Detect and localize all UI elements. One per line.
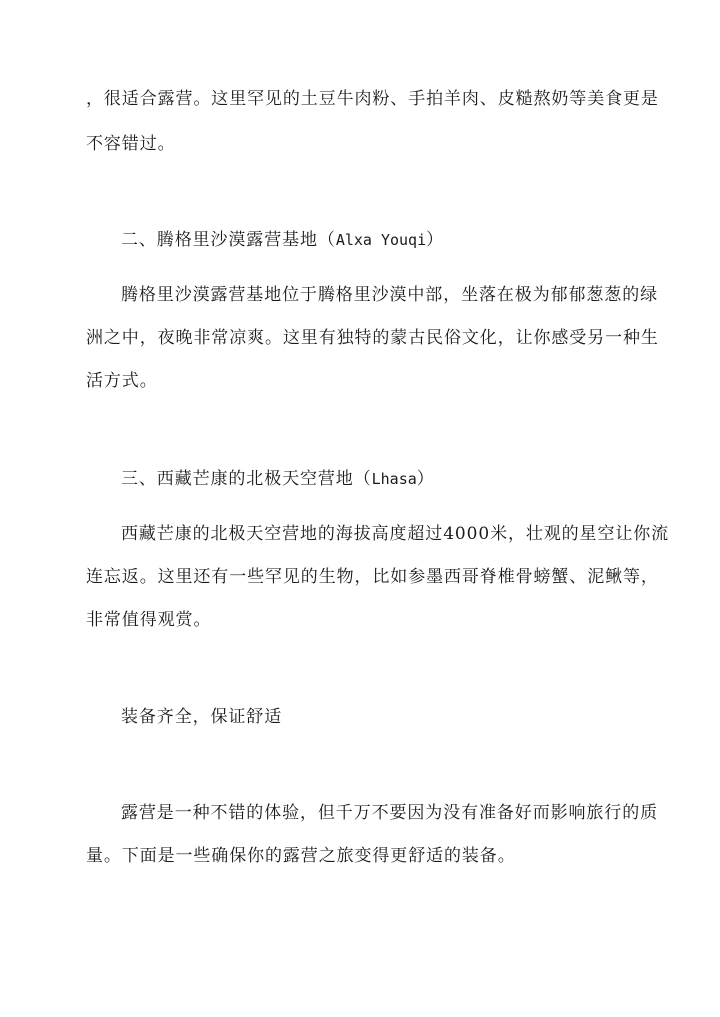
heading-text: 三、西藏芒康的北极天空营地（ bbox=[121, 469, 372, 489]
paragraph-line: 洲之中，夜晚非常凉爽。这里有独特的蒙古民俗文化，让你感受另一种生 bbox=[86, 328, 659, 348]
section-heading-mangkang bbox=[121, 468, 435, 490]
paragraph-line: 不容错过。 bbox=[86, 134, 176, 154]
heading-close: ） bbox=[416, 469, 435, 489]
heading-close: ） bbox=[426, 230, 445, 250]
paragraph-line: 活方式。 bbox=[86, 371, 158, 391]
section-heading-equipment: 装备齐全，保证舒适 bbox=[121, 707, 283, 727]
heading-english-name: Alxa Youqi bbox=[335, 231, 427, 249]
heading-english-name: Lhasa bbox=[371, 470, 417, 488]
paragraph-line: 腾格里沙漠露营基地位于腾格里沙漠中部，坐落在极为郁郁葱葱的绿 bbox=[121, 285, 658, 305]
paragraph-line: 连忘返。这里还有一些罕见的生物，比如参墨西哥脊椎骨螃蟹、泥鳅等， bbox=[86, 567, 659, 587]
paragraph-line: ，很适合露营。这里罕见的土豆牛肉粉、手拍羊肉、皮糙熬奶等美食更是 bbox=[86, 89, 659, 109]
section-heading-tengger bbox=[121, 229, 444, 251]
heading-text: 二、腾格里沙漠露营基地（ bbox=[121, 230, 336, 250]
paragraph-line: 非常值得观赏。 bbox=[86, 610, 212, 630]
paragraph-line: 露营是一种不错的体验，但千万不要因为没有准备好而影响旅行的质 bbox=[121, 803, 658, 823]
paragraph-line: 西藏芒康的北极天空营地的海拔高度超过4000米，壮观的星空让你流 bbox=[121, 524, 670, 544]
paragraph-line: 量。下面是一些确保你的露营之旅变得更舒适的装备。 bbox=[86, 846, 516, 866]
